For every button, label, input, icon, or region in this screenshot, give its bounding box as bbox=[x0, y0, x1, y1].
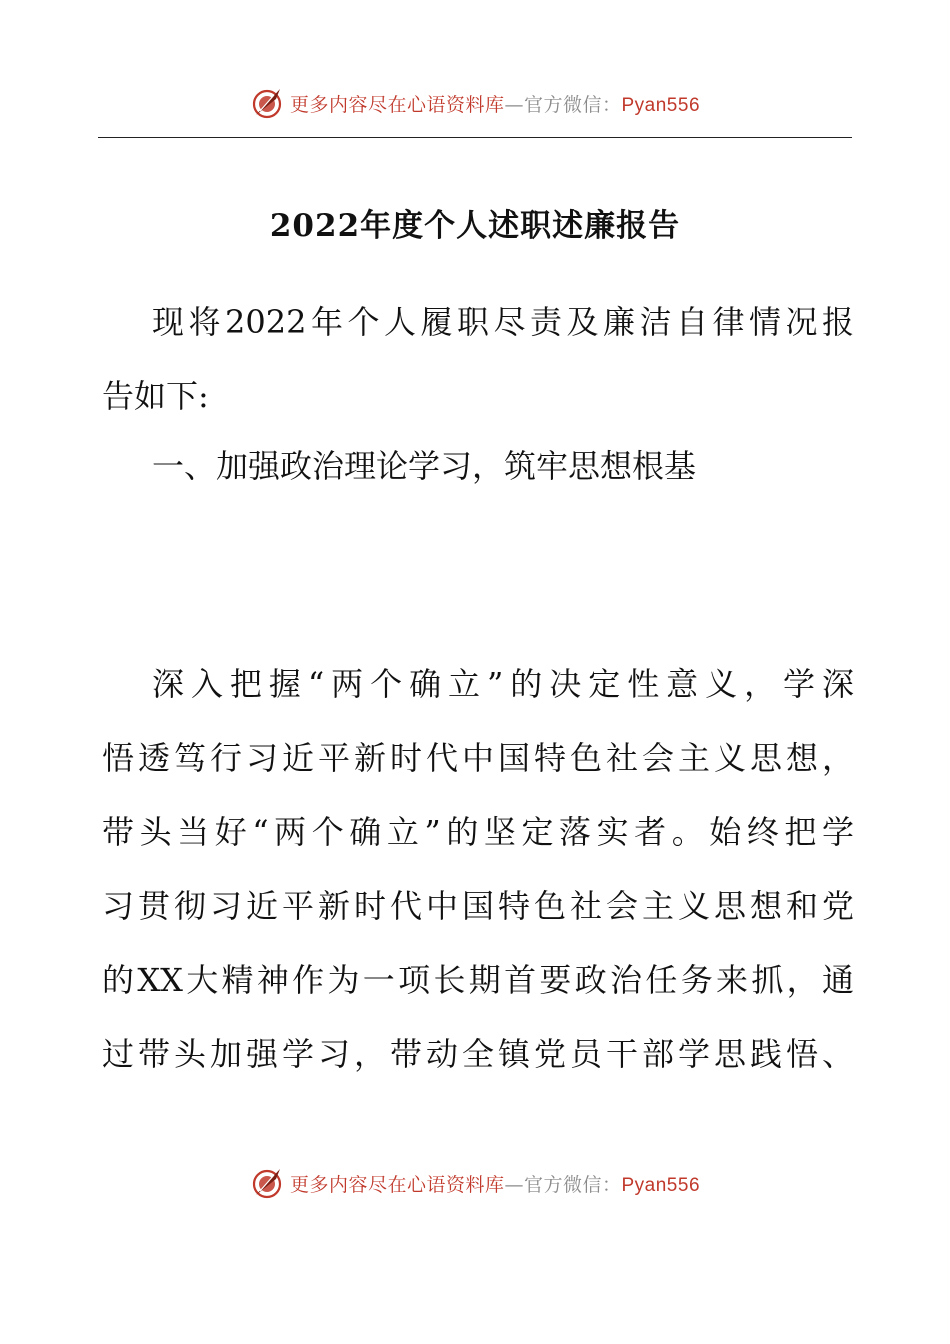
quill-circle-icon bbox=[250, 1165, 286, 1201]
section-heading-text: 一、加强政治理论学习，筑牢思想根基 bbox=[152, 447, 697, 485]
intro-line-1: 现将2022年个人履职尽责及廉洁自律情况报 bbox=[152, 303, 854, 341]
header-banner-main: 更多内容尽在心语资料库 bbox=[289, 93, 505, 116]
header-banner-text bbox=[290, 90, 700, 117]
header-banner-mid: —官方微信： bbox=[504, 93, 622, 116]
quill-circle-icon bbox=[250, 85, 286, 121]
header-banner-id: Pyan556 bbox=[621, 94, 701, 116]
body-line-4: 习贯彻习近平新时代中国特色社会主义思想和党 bbox=[102, 887, 854, 925]
body-line-2: 悟透笃行习近平新时代中国特色社会主义思想， bbox=[102, 739, 854, 777]
footer-banner-text bbox=[290, 1170, 700, 1197]
header-divider bbox=[98, 137, 852, 138]
footer-banner-id: Pyan556 bbox=[621, 1174, 701, 1196]
intro-line-2: 告如下: bbox=[102, 377, 209, 415]
body-line-1: 深入把握“两个确立”的决定性意义，学深 bbox=[152, 665, 854, 703]
footer-banner-mid: —官方微信： bbox=[504, 1173, 622, 1196]
body-line-5: 的XX大精神作为一项长期首要政治任务来抓，通 bbox=[102, 961, 854, 999]
footer-banner-main: 更多内容尽在心语资料库 bbox=[289, 1173, 505, 1196]
body-line-6: 过带头加强学习，带动全镇党员干部学思践悟、 bbox=[102, 1035, 854, 1073]
body-line-3: 带头当好“两个确立”的坚定落实者。始终把学 bbox=[102, 813, 854, 851]
footer-banner bbox=[0, 1158, 950, 1208]
header-banner bbox=[0, 78, 950, 128]
document-title: 2022年度个人述职述廉报告 bbox=[269, 208, 681, 244]
